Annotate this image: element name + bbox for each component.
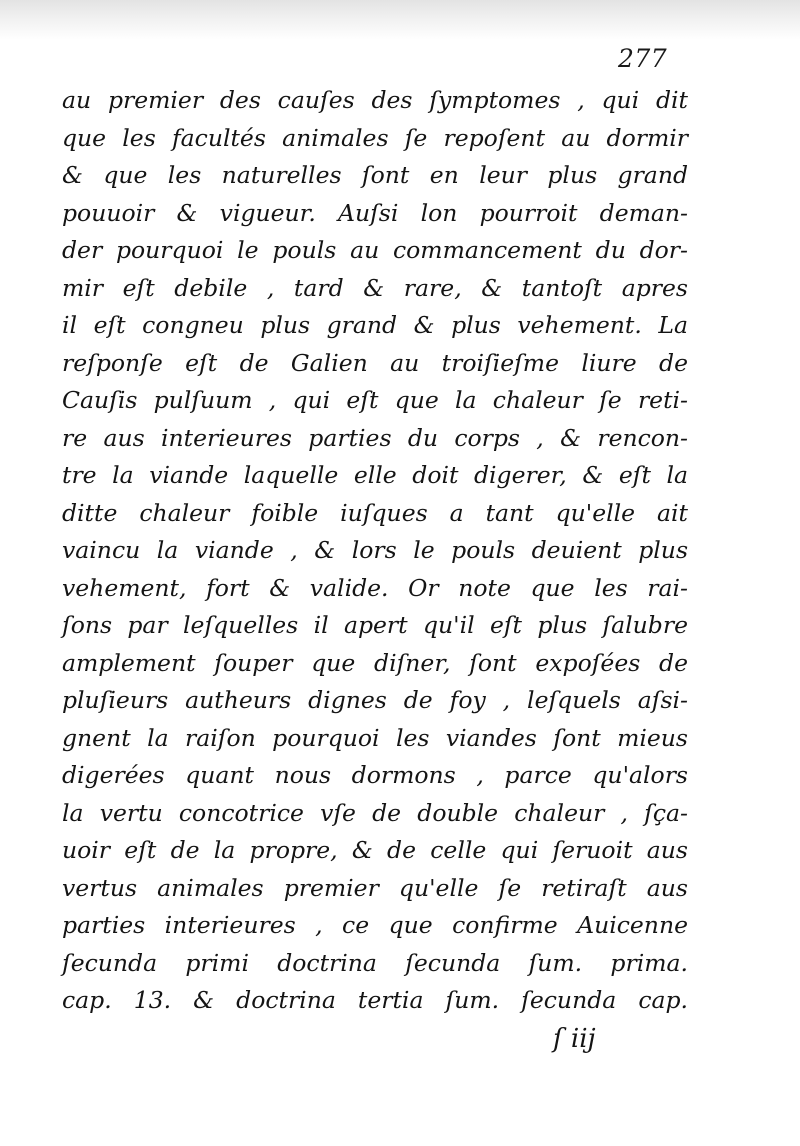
text-line: pluſieurs autheurs dignes de foy , leſquels aſsi-: [62, 686, 688, 714]
text-line: il eſt congneu plus grand & plus vehement. La: [62, 311, 688, 339]
text-line: cap. 13. & doctrina tertia ſum. ſecunda cap.: [62, 986, 688, 1014]
text-line: Cauſis pulſuum , qui eſt que la chaleur ſe reti-: [62, 386, 688, 414]
text-line: au premier des cauſes des ſymptomes , qui dit: [62, 86, 688, 114]
text-line: & que les naturelles ſont en leur plus grand: [62, 161, 688, 189]
text-line: re aus interieures parties du corps , & rencon-: [62, 423, 688, 452]
text-line: que les facultés animales ſe repoſent au dormir: [62, 123, 688, 152]
text-line: der pourquoi le pouls au commancement du dor-: [62, 236, 688, 264]
text-line: vaincu la viande , & lors le pouls deuient plus: [62, 536, 688, 564]
text-line: vertus animales premier qu'elle ſe retiraſt aus: [62, 873, 688, 902]
text-line: ſons par leſquelles il apert qu'il eſt plus ſalubre: [62, 611, 688, 639]
text-line: gnent la raiſon pourquoi les viandes ſont mieus: [62, 723, 688, 752]
text-line: reſponſe eſt de Galien au troiſieſme liure de: [62, 348, 688, 377]
text-line: ſecunda primi doctrina ſecunda ſum. prima.: [62, 948, 688, 977]
page-number: 277: [618, 44, 668, 73]
text-line: digerées quant nous dormons , parce qu'alors: [62, 761, 688, 789]
page-edge-shadow: [0, 0, 800, 40]
text-line: uoir eſt de la propre, & de celle qui ſeruoit aus: [62, 836, 688, 864]
body-text: [62, 82, 688, 1020]
text-line: vehement, fort & valide. Or note que les rai-: [62, 573, 688, 602]
text-line: parties interieures , ce que confirme Auicenne: [62, 911, 688, 939]
text-line: pouuoir & vigueur. Auſsi lon pourroit deman-: [62, 198, 688, 227]
text-line: ditte chaleur foible iuſques a tant qu'elle ait: [62, 498, 688, 527]
text-line: mir eſt debile , tard & rare, & tantoſt apres: [62, 273, 688, 302]
text-line: tre la viande laquelle elle doit digerer, & eſt la: [62, 461, 688, 489]
text-line: amplement ſouper que diſner, ſont expoſées de: [62, 648, 688, 677]
text-line: la vertu concotrice vſe de double chaleur , ſça-: [62, 798, 688, 827]
signature-mark: ſ iij: [553, 1024, 596, 1054]
